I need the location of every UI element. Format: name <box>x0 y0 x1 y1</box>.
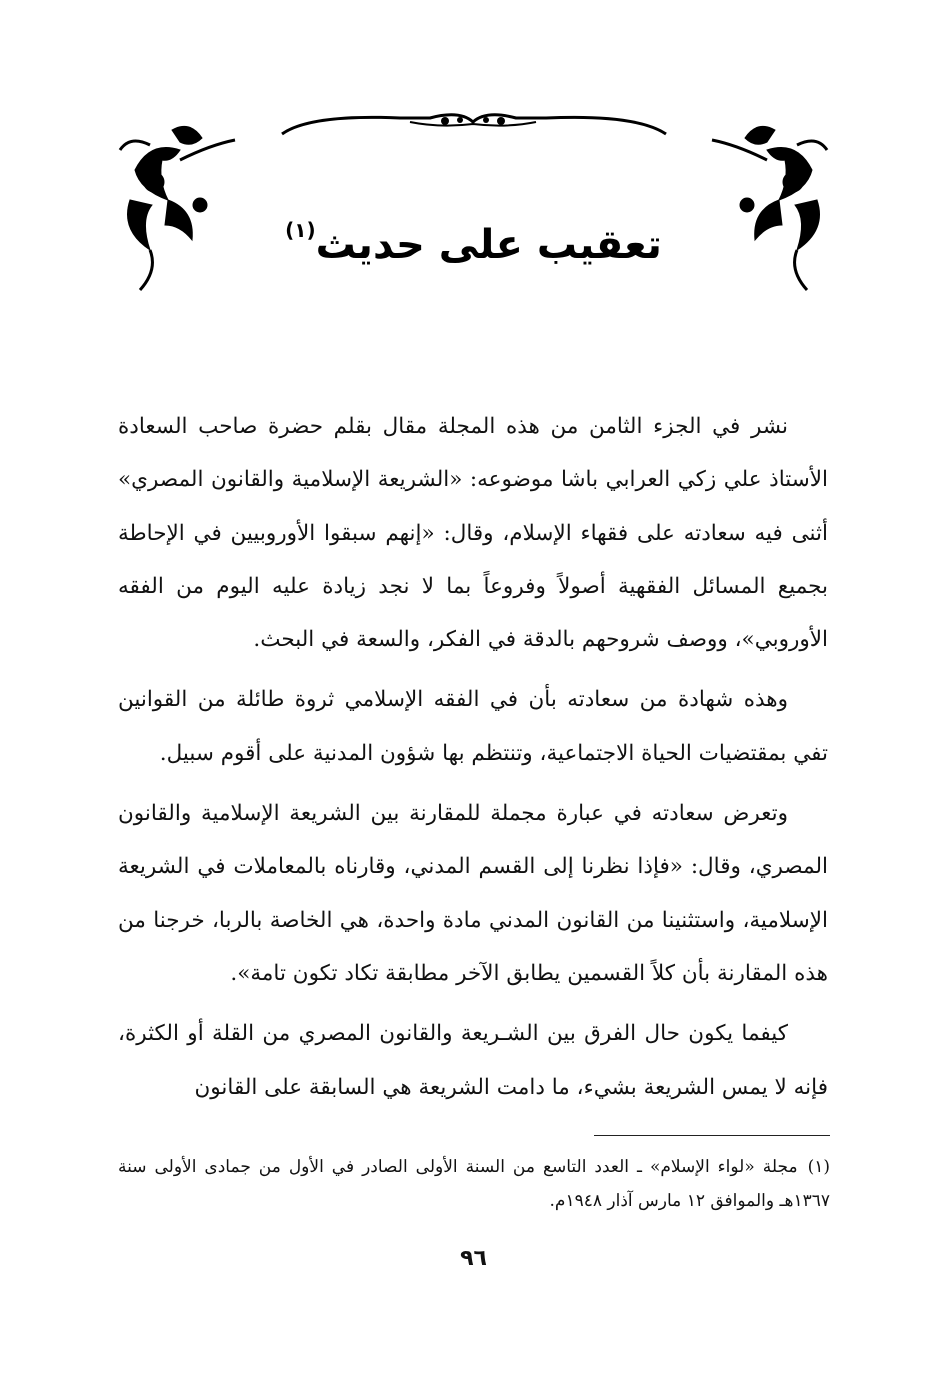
paragraph-4: كيفما يكون حال الفرق بين الشـريعة والقانون المصري من القلة أو الكثرة، فإنه لا يمس الشريعة بشيء، ما دامت الشريعة هي السابقة على القانون <box>118 1021 828 1100</box>
footnote-number: (١) <box>807 1157 830 1177</box>
title-footnote-marker: (١) <box>285 218 316 242</box>
page-number: ٩٦ <box>460 1246 487 1271</box>
footnote <box>118 1150 830 1218</box>
decorative-header-ornament <box>110 100 837 300</box>
paragraph-3: وتعرض سعادته في عبارة مجملة للمقارنة بين الشريعة الإسلامية والقانون المصري، وقال: «فإذا نظرنا إلى القسم المدني، وقارناه بالمعاملات في الشريعة الإسلامية، واستثنينا من القانون المدني مادة واحدة، هي الخاصة بالربا، خرجنا من هذه المقارنة بأن كلاً القسمين يطابق الآخر مطابقة تكاد تكون تامة». <box>118 801 828 986</box>
paragraph-2: وهذه شهادة من سعادته بأن في الفقه الإسلامي ثروة طائلة من القوانين تفي بمقتضيات الحياة الاجتماعية، وتنتظم بها شؤون المدنية على أقوم سبيل. <box>118 687 828 766</box>
chapter-title <box>0 218 947 268</box>
paragraph-1: نشر في الجزء الثامن من هذه المجلة مقال بقلم حضرة صاحب السعادة الأستاذ علي زكي العرابي باشا موضوعه: «الشريعة الإسلامية والقانون المصري» أثنى فيه سعادته على فقهاء الإسلام، وقال: «إنهم سبقوا الأوروبيين في الإحاطة بجميع المسائل الفقهية أصولاً وفروعاً بما لا نجد زيادة عليه اليوم من الفقه الأوروبي»، ووصف شروحهم بالدقة في الفكر، والسعة في البحث. <box>118 414 828 653</box>
footnote-text: مجلة «لواء الإسلام» ـ العدد التاسع من السنة الأولى الصادر في الأول من جمادى الأولى سنة ١٣٦٧هـ والموافق ١٢ مارس آذار ١٩٤٨م. <box>118 1157 830 1211</box>
chapter-title-text: تعقيب على حديث <box>315 222 662 268</box>
footnote-separator <box>594 1135 830 1136</box>
body-text <box>118 400 828 1121</box>
